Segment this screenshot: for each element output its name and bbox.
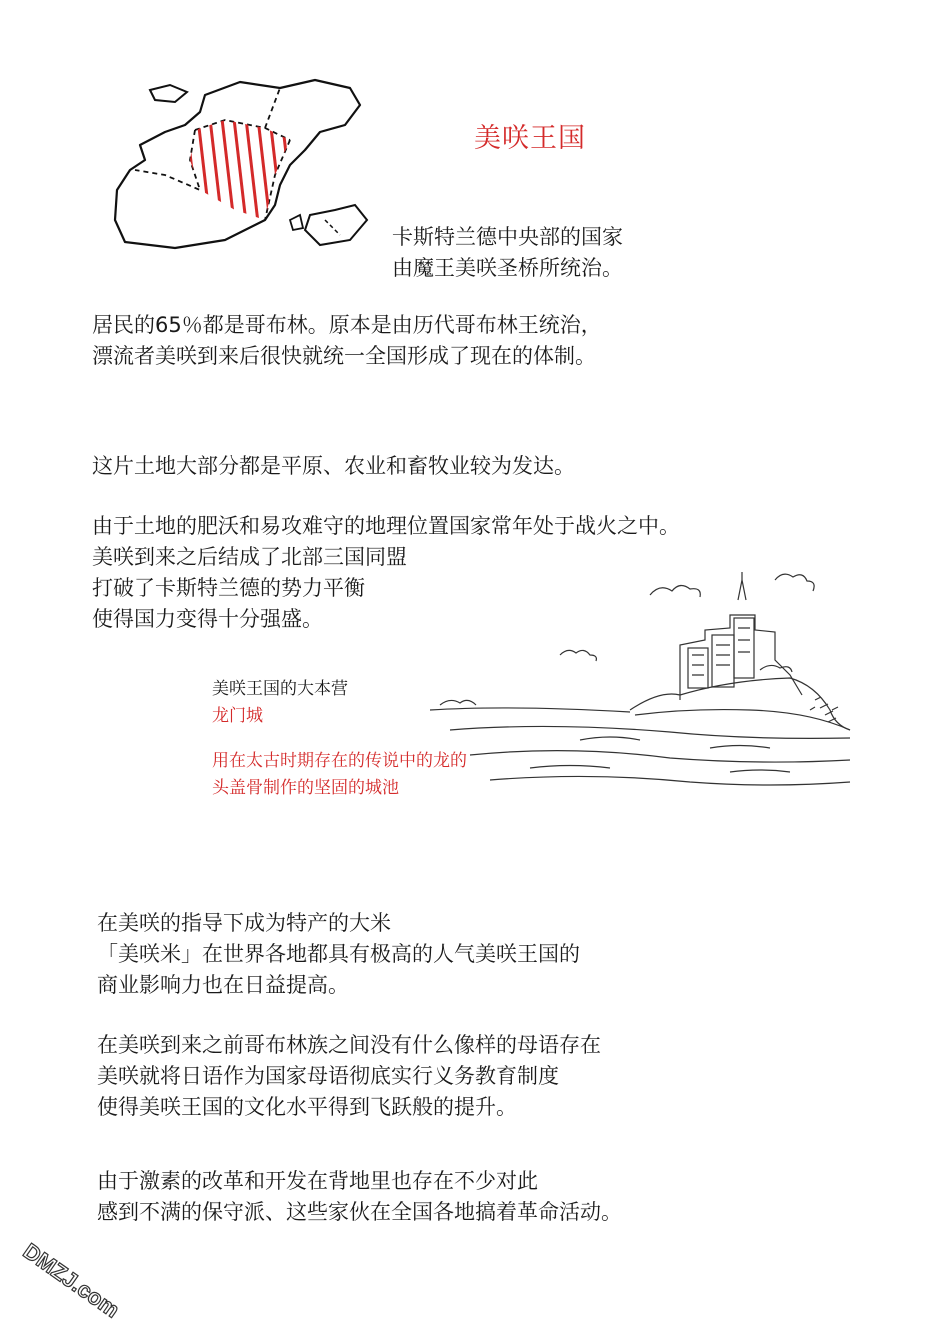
castle-name: 龙门城 xyxy=(212,706,263,726)
page-title: 美咲王国 xyxy=(474,123,586,154)
text-line: 居民的65％都是哥布林。原本是由历代哥布林王统治， xyxy=(92,313,602,337)
text-line: 美咲就将日语作为国家母语彻底实行义务教育制度 xyxy=(97,1064,559,1088)
text-line: 由魔王美咲圣桥所统治。 xyxy=(392,256,623,280)
conservatives-paragraph xyxy=(97,1166,622,1228)
text-line: 由于土地的肥沃和易攻难守的地理位置国家常年处于战火之中。 xyxy=(92,514,680,538)
caption-line: 美咲王国的大本营 xyxy=(212,679,348,699)
text-line: 商业影响力也在日益提高。 xyxy=(97,973,349,997)
text-line: 卡斯特兰德中央部的国家 xyxy=(392,225,623,249)
text-line: 在美咲到来之前哥布林族之间没有什么像样的母语存在 xyxy=(97,1033,601,1057)
language-paragraph xyxy=(97,1030,601,1123)
population-paragraph xyxy=(92,310,602,372)
text-line: 由于激素的改革和开发在背地里也存在不少对此 xyxy=(97,1169,538,1193)
text-line: 在美咲的指导下成为特产的大米 xyxy=(97,911,391,935)
castle-illustration xyxy=(430,560,860,805)
text-line: 美咲到来之后结成了北部三国同盟 xyxy=(92,545,407,569)
watermark-text: DMZJ.com xyxy=(18,1238,125,1323)
watermark-logo xyxy=(10,1228,125,1323)
text-line: 感到不满的保守派、这些家伙在全国各地搞着革命活动。 xyxy=(97,1200,622,1224)
text-line: 使得美咲王国的文化水平得到飞跃般的提升。 xyxy=(97,1095,517,1119)
intro-paragraph xyxy=(392,222,623,284)
caption-line: 头盖骨制作的坚固的城池 xyxy=(212,778,399,798)
text-line: 使得国力变得十分强盛。 xyxy=(92,607,323,631)
text-line: 漂流者美咲到来后很快就统一全国形成了现在的体制。 xyxy=(92,344,596,368)
text-line: 这片土地大部分都是平原、农业和畜牧业较为发达。 xyxy=(92,454,575,478)
text-line: 「美咲米」在世界各地都具有极高的人气美咲王国的 xyxy=(97,942,580,966)
castle-caption xyxy=(212,676,467,802)
text-line: 打破了卡斯特兰德的势力平衡 xyxy=(92,576,365,600)
caption-line: 用在太古时期存在的传说中的龙的 xyxy=(212,751,467,771)
land-paragraph xyxy=(92,451,575,482)
rice-paragraph xyxy=(97,908,580,1001)
kingdom-map-illustration xyxy=(105,70,375,260)
